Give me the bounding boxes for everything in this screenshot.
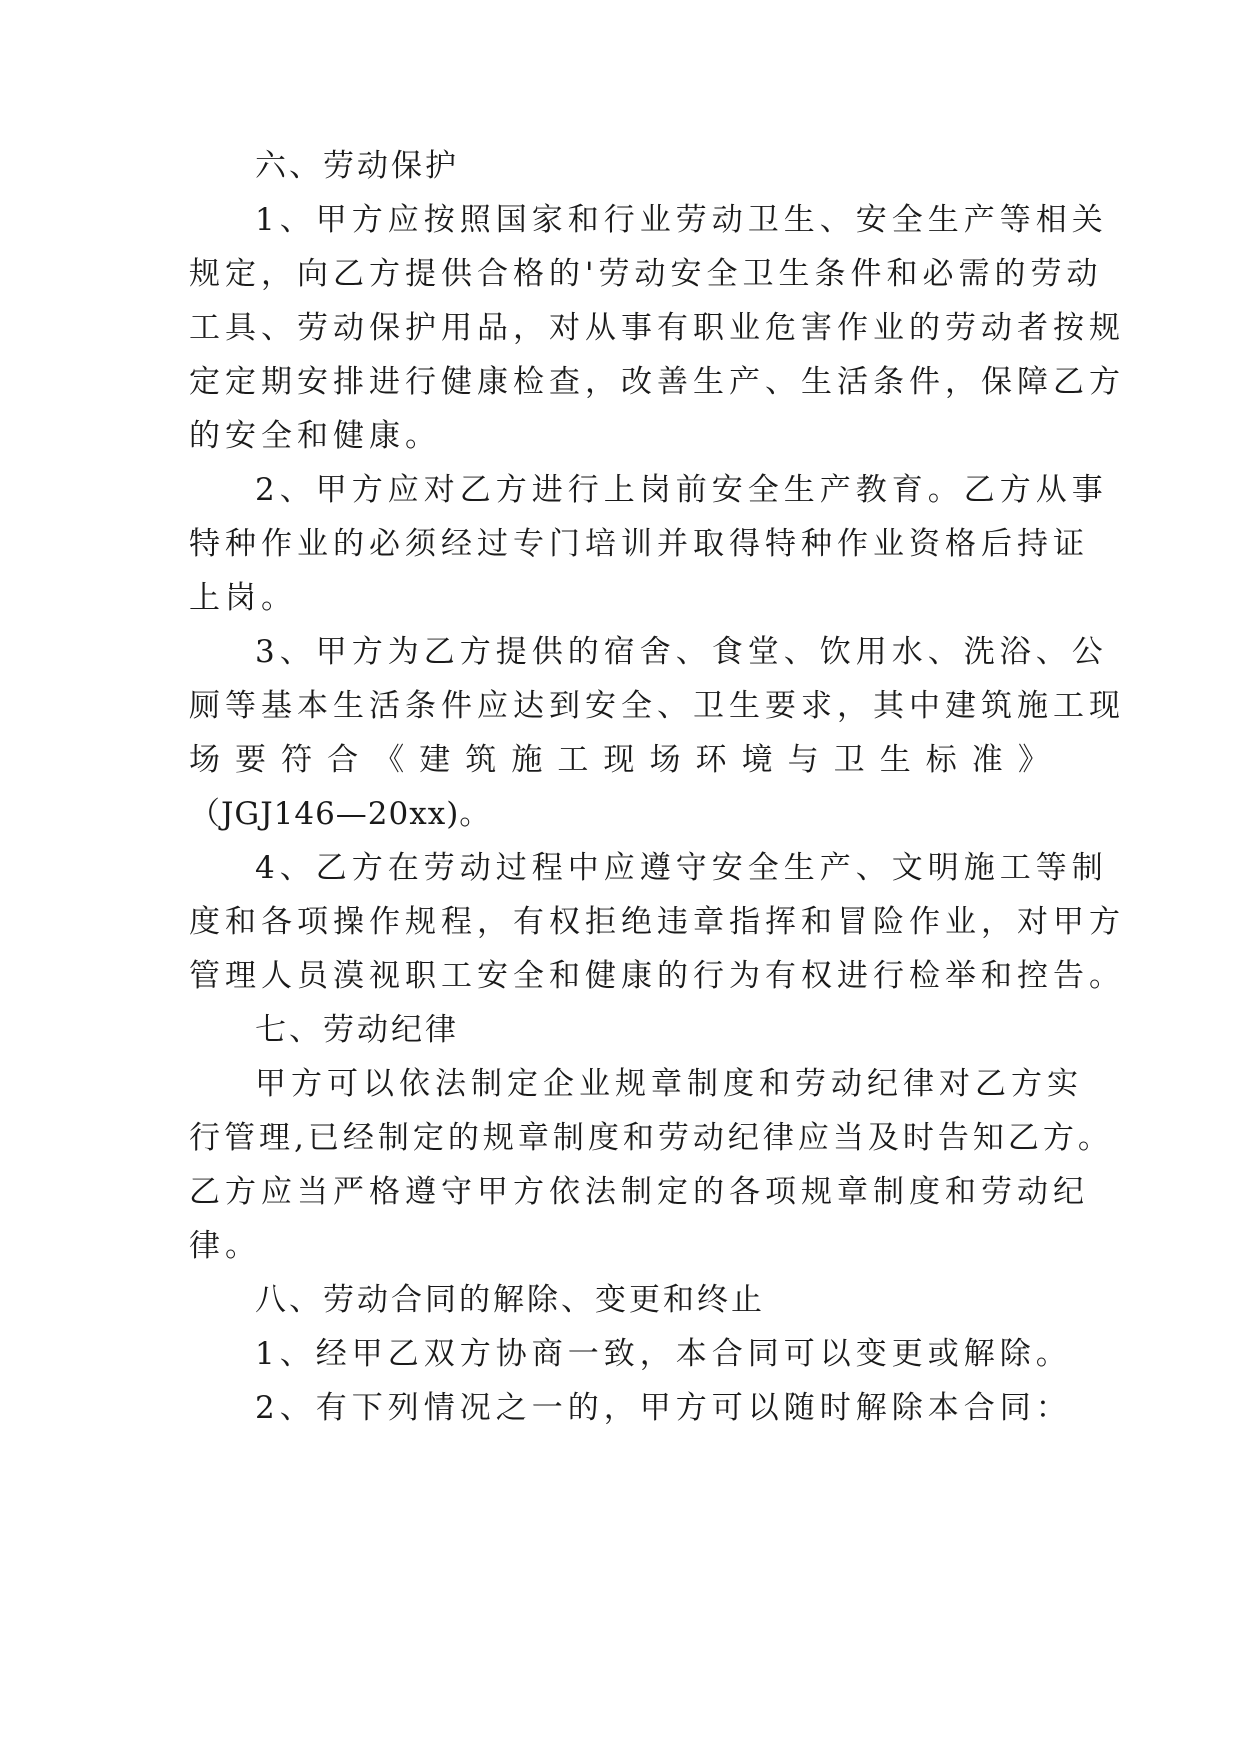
paragraph-line: 管理人员漠视职工安全和健康的行为有权进行检举和控告。 — [189, 958, 1125, 994]
paragraph-line: 度和各项操作规程，有权拒绝违章指挥和冒险作业，对甲方 — [189, 904, 1125, 940]
justified-char: 筑 — [465, 742, 497, 778]
justified-char: 与 — [787, 742, 819, 778]
section-heading-contract-termination: 八、劳动合同的解除、变更和终止 — [255, 1282, 765, 1318]
justified-char: 生 — [879, 742, 911, 778]
paragraph-line: 3、甲方为乙方提供的宿舍、食堂、饮用水、洗浴、公 — [255, 634, 1108, 670]
justified-char: 场 — [189, 742, 220, 778]
paragraph-line: 1、经甲乙双方协商一致，本合同可以变更或解除。 — [255, 1336, 1072, 1372]
paragraph-line: 乙方应当严格遵守甲方依法制定的各项规章制度和劳动纪 — [189, 1174, 1089, 1210]
paragraph-line: 甲方可以依法制定企业规章制度和劳动纪律对乙方实 — [255, 1066, 1083, 1102]
paragraph-line: 行管理,已经制定的规章制度和劳动纪律应当及时告知乙方。 — [189, 1120, 1113, 1156]
paragraph-line: 厕等基本生活条件应达到安全、卫生要求，其中建筑施工现 — [189, 688, 1125, 724]
paragraph-line: 2、甲方应对乙方进行上岗前安全生产教育。乙方从事 — [255, 472, 1108, 508]
justified-char: 符 — [281, 742, 313, 778]
paragraph-line: 的安全和健康。 — [189, 418, 441, 454]
justified-char: 》 — [1017, 742, 1049, 778]
justified-char: 境 — [741, 742, 773, 778]
justified-char: 建 — [419, 742, 451, 778]
paragraph-line: 规定，向乙方提供合格的'劳动安全卫生条件和必需的劳动 — [189, 256, 1103, 292]
paragraph-line: 特种作业的必须经过专门培训并取得特种作业资格后持证 — [189, 526, 1089, 562]
paragraph-line: 2、有下列情况之一的，甲方可以随时解除本合同： — [255, 1390, 1072, 1426]
justified-char: 场 — [649, 742, 681, 778]
justified-char: 合 — [327, 742, 359, 778]
paragraph-line: 1、甲方应按照国家和行业劳动卫生、安全生产等相关 — [255, 202, 1108, 238]
justified-char: 卫 — [833, 742, 865, 778]
justified-char: 《 — [373, 742, 405, 778]
justified-char: 工 — [557, 742, 589, 778]
justified-char: 标 — [925, 742, 957, 778]
paragraph-line: 4、乙方在劳动过程中应遵守安全生产、文明施工等制 — [255, 850, 1108, 886]
paragraph-line: 律。 — [189, 1228, 261, 1264]
justified-char: 环 — [695, 742, 727, 778]
justified-char: 施 — [511, 742, 543, 778]
paragraph-line: 上岗。 — [189, 580, 297, 616]
justified-char: 现 — [603, 742, 635, 778]
justified-char: 准 — [971, 742, 1003, 778]
paragraph-line: 工具、劳动保护用品，对从事有职业危害作业的劳动者按规 — [189, 310, 1125, 346]
justified-char: 要 — [235, 742, 267, 778]
paragraph-line: 定定期安排进行健康检查，改善生产、生活条件，保障乙方 — [189, 364, 1125, 400]
section-heading-labor-protection: 六、劳动保护 — [255, 148, 459, 184]
section-heading-labor-discipline: 七、劳动纪律 — [255, 1012, 459, 1048]
paragraph-line: （JGJ146—20xx)。 — [189, 796, 492, 832]
justified-paragraph-line — [189, 740, 1049, 780]
